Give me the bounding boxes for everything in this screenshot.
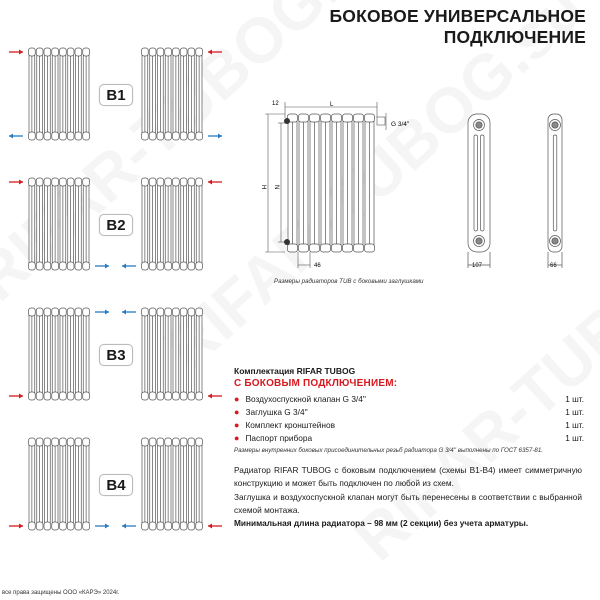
kit-list <box>234 392 584 444</box>
kit-item-name: Воздухоспускной клапан G 3/4'' <box>245 393 367 404</box>
flow-arrow-icon <box>208 180 222 185</box>
kit-item <box>234 431 584 444</box>
flow-arrow-icon <box>208 50 222 55</box>
dimension-drawing <box>240 90 600 280</box>
footer-copyright: все права защищены ООО «КАРЭ» 2024г. <box>2 590 120 596</box>
bullet-icon: ● <box>234 432 240 443</box>
dim-length: L <box>330 102 334 108</box>
flow-arrow-icon <box>122 524 136 529</box>
kit-item <box>234 418 584 431</box>
bullet-icon: ● <box>234 419 240 430</box>
kit-note: Размеры внутренних боковых присоединительных резьб радиатора G 3/4'' выполнены по ГОСТ 6357-81. <box>234 447 543 454</box>
radiator-left <box>29 438 90 530</box>
title-line-1: БОКОВОЕ УНИВЕРСАЛЬНОЕ <box>329 6 586 26</box>
description <box>234 464 582 530</box>
scheme-label: B2 <box>99 214 133 236</box>
flow-arrow-icon <box>208 524 222 529</box>
flow-arrow-icon <box>208 394 222 399</box>
kit-item-name: Паспорт прибора <box>245 432 313 443</box>
scheme-label: B1 <box>99 84 133 106</box>
page-title <box>329 6 586 48</box>
radiator-right <box>142 438 203 530</box>
radiator-side-view-107 <box>468 114 490 268</box>
description-p2: Заглушка и воздухоспускной клапан могут быть перенесены в соответствии с выбранной схемой монтажа. <box>234 491 582 515</box>
side-width-1: 107 <box>472 263 483 269</box>
flow-arrow-icon <box>208 134 222 139</box>
radiator-left <box>29 308 90 400</box>
description-p3: Минимальная длина радиатора – 98 мм (2 секции) без учета арматуры. <box>234 518 529 529</box>
radiator-front-view <box>288 114 375 252</box>
radiator-right <box>142 48 203 140</box>
description-p1: Радиатор RIFAR TUBOG с боковым подключением (схемы B1-B4) имеет симметричную конструкцию и может быть подключен по любой из схем. <box>234 465 582 489</box>
bullet-icon: ● <box>234 406 240 417</box>
kit-item-qty: 1 шт. <box>565 406 584 417</box>
radiator-left <box>29 48 90 140</box>
flow-arrow-icon <box>95 524 109 529</box>
radiator-right <box>142 308 203 400</box>
kit-section <box>234 366 584 454</box>
dim-offset: 12 <box>272 101 279 107</box>
kit-subtitle: С БОКОВЫМ ПОДКЛЮЧЕНИЕМ: <box>234 378 398 389</box>
flow-arrow-icon <box>95 264 109 269</box>
dim-height: H <box>260 185 266 190</box>
kit-item-qty: 1 шт. <box>565 432 584 443</box>
side-width-2: 66 <box>550 263 557 269</box>
flow-arrow-icon <box>9 50 23 55</box>
flow-arrow-icon <box>9 180 23 185</box>
scheme-label: B3 <box>99 344 133 366</box>
flow-arrow-icon <box>122 310 136 315</box>
title-line-2: ПОДКЛЮЧЕНИЕ <box>443 27 586 47</box>
kit-item-name: Комплект кронштейнов <box>245 419 336 430</box>
bullet-icon: ● <box>234 393 240 404</box>
radiator-side-view-66 <box>548 114 562 268</box>
thread-label: G 3/4'' <box>391 121 410 128</box>
kit-title: Комплектация RIFAR TUBOG <box>234 366 356 376</box>
flow-arrow-icon <box>9 524 23 529</box>
kit-item-qty: 1 шт. <box>565 419 584 430</box>
kit-item-name: Заглушка G 3/4'' <box>245 406 308 417</box>
flow-arrow-icon <box>95 310 109 315</box>
kit-item <box>234 405 584 418</box>
dim-axis: N <box>273 185 279 190</box>
kit-item <box>234 392 584 405</box>
flow-arrow-icon <box>9 134 23 139</box>
scheme-label: B4 <box>99 474 133 496</box>
kit-item-qty: 1 шт. <box>565 393 584 404</box>
drawing-caption: Размеры радиаторов TUB с боковыми заглушками <box>274 278 424 285</box>
flow-arrow-icon <box>122 264 136 269</box>
flow-arrow-icon <box>9 394 23 399</box>
dim-section: 46 <box>314 263 321 269</box>
radiator-right <box>142 178 203 270</box>
radiator-left <box>29 178 90 270</box>
